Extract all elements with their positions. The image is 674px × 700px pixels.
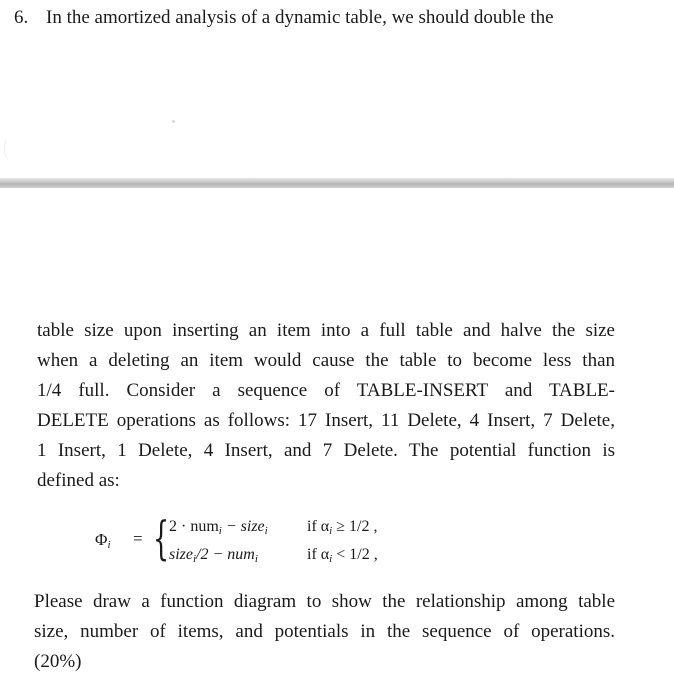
case1-expr: 2 · num bbox=[169, 518, 219, 535]
case2-sub1: i bbox=[193, 553, 197, 565]
case2-cond-sub: i bbox=[329, 553, 333, 565]
case1-sub2: i bbox=[264, 525, 268, 537]
paragraph-line: when a deleting an item would cause the table to become less than bbox=[37, 350, 615, 371]
case2-cond-suffix: < 1/2 , bbox=[332, 546, 378, 563]
problem-paragraph bbox=[37, 316, 615, 496]
phi-subscript: i bbox=[107, 539, 111, 551]
case1-mid: − size bbox=[221, 518, 265, 535]
case2-mid: /2 − num bbox=[196, 546, 255, 563]
case-1-expression bbox=[169, 518, 268, 537]
case1-sub1: i bbox=[218, 525, 222, 537]
case-2-condition bbox=[307, 546, 378, 565]
instruction-paragraph bbox=[34, 587, 615, 677]
formula-lhs bbox=[95, 530, 111, 551]
paragraph-line: Please draw a function diagram to show the relationship among table bbox=[34, 591, 615, 612]
equals-sign: = bbox=[133, 529, 143, 548]
question-number: 6. bbox=[14, 7, 29, 28]
case1-cond-prefix: if α bbox=[307, 518, 330, 535]
phi-symbol: Φ bbox=[95, 530, 108, 549]
paragraph-line: 1/4 full. Consider a sequence of TABLE-INSERT and TABLE- bbox=[37, 380, 615, 401]
case1-cond-suffix: ≥ 1/2 , bbox=[332, 518, 378, 535]
case-1-condition bbox=[307, 518, 377, 537]
paragraph-line: defined as: bbox=[37, 470, 120, 491]
scan-speck bbox=[172, 120, 175, 123]
case1-cond-sub: i bbox=[329, 525, 333, 537]
question-header-text: In the amortized analysis of a dynamic table, we should double the bbox=[46, 7, 554, 28]
case2-sub2: i bbox=[254, 553, 258, 565]
scan-mark bbox=[4, 138, 13, 160]
paragraph-line: (20%) bbox=[34, 651, 82, 672]
paragraph-line: table size upon inserting an item into a full table and halve the size bbox=[37, 320, 615, 341]
case2-expr: size bbox=[169, 546, 193, 563]
paragraph-line: DELETE operations as follows: 17 Insert, 11 Delete, 4 Insert, 7 Delete, bbox=[37, 410, 615, 431]
case2-cond-prefix: if α bbox=[307, 546, 330, 563]
page-divider bbox=[0, 178, 674, 188]
paragraph-line: 1 Insert, 1 Delete, 4 Insert, and 7 Delete. The potential function is bbox=[37, 440, 615, 461]
case-2-expression bbox=[169, 546, 258, 565]
paragraph-line: size, number of items, and potentials in the sequence of operations. bbox=[34, 621, 615, 642]
question-header bbox=[14, 6, 554, 30]
left-brace: { bbox=[153, 511, 170, 565]
